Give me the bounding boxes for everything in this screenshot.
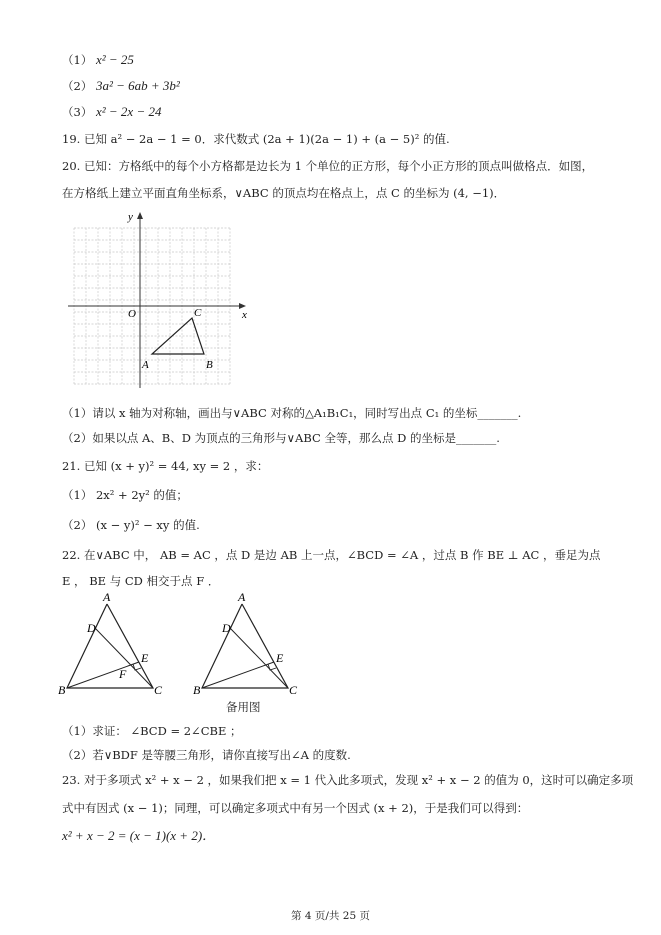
label-a-main: A	[103, 590, 111, 604]
item-3	[62, 104, 161, 120]
label-y: y	[128, 211, 133, 223]
q21-line1: 21. 已知 (x + y)² = 44, xy = 2 ，求：	[62, 459, 269, 473]
item-1-expr: x² − 25	[95, 52, 134, 67]
item-2	[62, 78, 180, 94]
q21-sub2: （2） (x − y)² − xy 的值.	[62, 518, 200, 532]
label-c: C	[194, 307, 202, 319]
label-b: B	[206, 359, 213, 371]
item-3-expr: x² − 2x − 24	[95, 104, 162, 119]
q22-line1: 22. 在∨ABC 中， AB = AC ，点 D 是边 AB 上一点，∠BCD = ∠A ，过点 B 作 BE ⊥ AC ，垂足为点	[62, 548, 601, 562]
triangle-abc-backup	[202, 604, 288, 688]
label-x: x	[242, 309, 247, 321]
backup-figure-caption: 备用图	[226, 700, 261, 714]
triangle-abc-main	[67, 604, 153, 688]
label-f-main: F	[119, 667, 127, 681]
item-2-expr: 3a² − 6ab + 3b²	[95, 78, 180, 93]
q20-sub1: （1）请以 x 轴为对称轴，画出与∨ABC 对称的△A₁B₁C₁，同时写出点 C₁ 的坐标_______.	[62, 406, 522, 420]
q23-line1: 23. 对于多项式 x² + x − 2 ，如果我们把 x = 1 代入此多项式，发现 x² + x − 2 的值为 0，这时可以确定多项	[62, 773, 634, 787]
label-e-backup: E	[276, 651, 284, 665]
q19-text: 19. 已知 a² − 2a − 1 = 0．求代数式 (2a + 1)(2a − 1) + (a − 5)² 的值.	[62, 132, 450, 146]
item-1	[62, 52, 134, 68]
q22-sub1: （1）求证： ∠BCD = 2∠CBE ；	[62, 724, 242, 738]
y-axis-arrow	[137, 212, 143, 219]
q20-line1: 20. 已知：方格纸中的每个小方格都是边长为 1 个单位的正方形，每个小正方形的顶点叫做格点．如图，	[62, 159, 594, 173]
q20-line2: 在方格纸上建立平面直角坐标系，∨ABC 的顶点均在格点上，点 C 的坐标为 (4, −1)．	[62, 186, 506, 200]
label-c-main: C	[154, 683, 163, 697]
label-d-main: D	[87, 621, 96, 635]
page-footer: 第 4 页/共 25 页	[291, 910, 370, 922]
q23-line2: 式中有因式 (x − 1)；同理，可以确定多项式中有另一个因式 (x + 2)，于是我们可以得到：	[62, 801, 529, 815]
q22-sub2: （2）若∨BDF 是等腰三角形，请你直接写出∠A 的度数.	[62, 748, 351, 762]
q22-line2: E ， BE 与 CD 相交于点 F ．	[62, 574, 220, 588]
q21-sub1: （1） 2x² + 2y² 的值；	[62, 488, 188, 502]
q20-grid-figure	[60, 208, 250, 388]
q22-figure-main	[55, 590, 180, 700]
label-b-backup: B	[193, 683, 201, 697]
label-e-main: E	[141, 651, 149, 665]
q23-line3: x² + x − 2 = (x − 1)(x + 2)．	[62, 828, 216, 843]
q22-figure-backup	[190, 590, 315, 700]
item-1-label: （1）	[62, 53, 93, 67]
label-d-backup: D	[222, 621, 231, 635]
item-2-label: （2）	[62, 79, 93, 93]
label-o: O	[128, 308, 136, 320]
q20-sub2: （2）如果以点 A、B、D 为顶点的三角形与∨ABC 全等，那么点 D 的坐标是_______.	[62, 431, 500, 445]
label-b-main: B	[58, 683, 66, 697]
label-a: A	[142, 359, 149, 371]
label-c-backup: C	[289, 683, 298, 697]
label-a-backup: A	[238, 590, 246, 604]
item-3-label: （3）	[62, 105, 93, 119]
